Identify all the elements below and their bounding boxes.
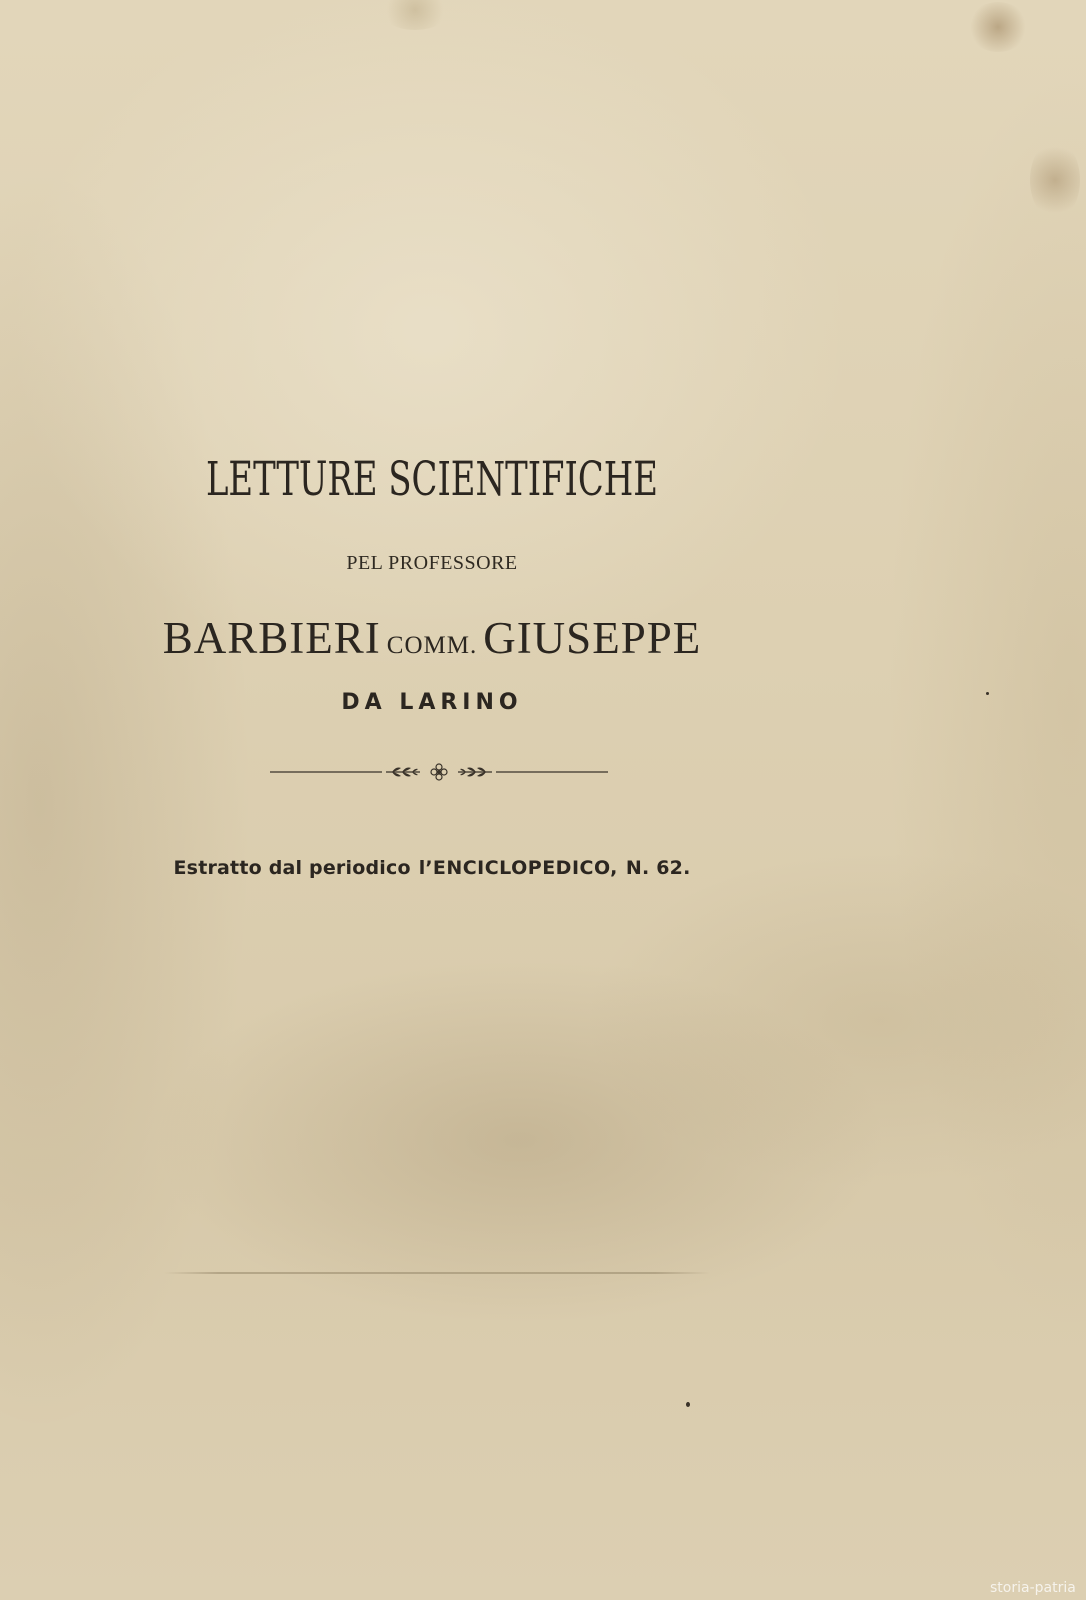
- paper-stain: [1030, 140, 1080, 220]
- author-honorific: COMM.: [386, 632, 478, 659]
- ink-speck: [986, 692, 989, 695]
- paper-stain: [968, 2, 1028, 52]
- document-title: LETTURE SCIENTIFICHE: [205, 452, 659, 507]
- ink-speck: [686, 1402, 690, 1407]
- watermark: storia-patria: [990, 1580, 1076, 1596]
- byline: PEL PROFESSORE: [346, 552, 518, 574]
- author-given-name: GIUSEPPE: [483, 613, 702, 663]
- author-name: [0, 612, 864, 664]
- faint-rule: [164, 1272, 710, 1274]
- author-surname: BARBIERI: [162, 613, 381, 663]
- extract-note: [0, 857, 864, 879]
- extract-prefix: Estratto dal periodico: [173, 857, 411, 879]
- extract-number: N. 62.: [625, 857, 691, 879]
- extract-article: l’: [418, 857, 433, 879]
- ornament-divider-icon: [270, 762, 608, 782]
- author-place: DA LARINO: [341, 690, 523, 715]
- paper-stain: [380, 0, 450, 30]
- extract-periodical: ENCICLOPEDICO,: [432, 857, 618, 879]
